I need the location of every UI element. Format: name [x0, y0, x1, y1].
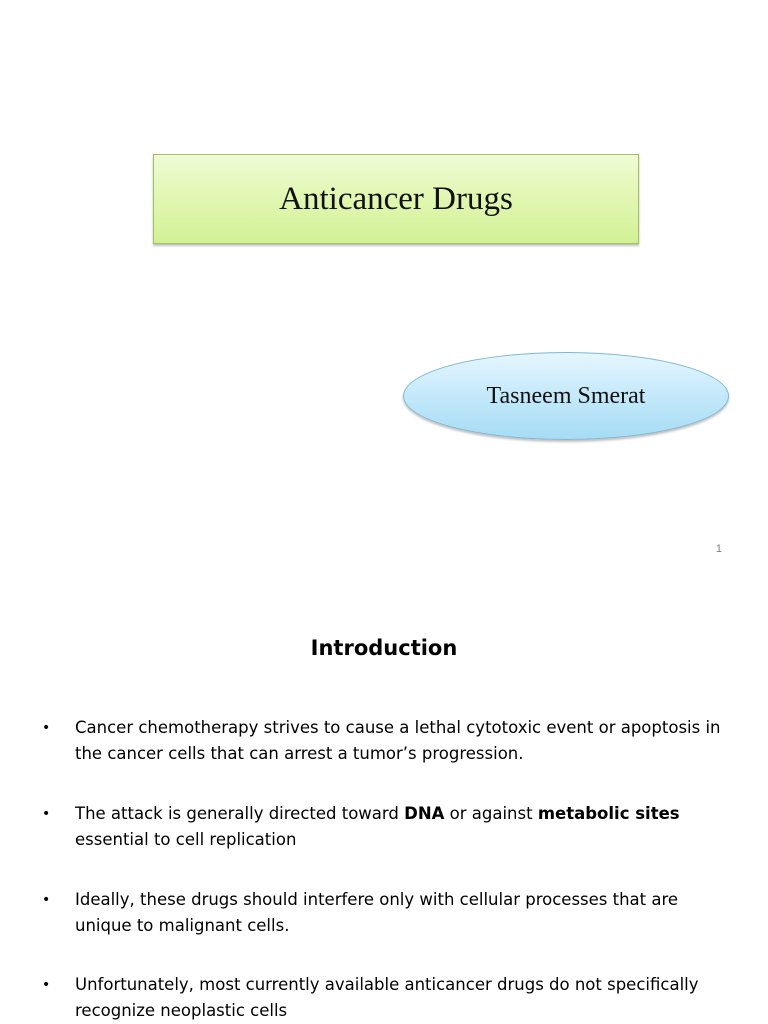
bullet-icon: • — [42, 977, 51, 993]
bullet-icon: • — [42, 892, 51, 908]
author-name: Tasneem Smerat — [486, 382, 646, 409]
bullet-item — [42, 887, 732, 939]
bullet-item — [42, 715, 732, 767]
author-oval — [403, 352, 729, 440]
bullet-text: Cancer chemotherapy strives to cause a lethal cytotoxic event or apoptosis in the cancer cells that can arrest a tumor’s progression. — [75, 718, 721, 763]
slide-number: 1 — [715, 543, 722, 555]
bullet-bold-metabolic-sites: metabolic sites — [537, 804, 680, 823]
bullet-text-part: essential to cell replication — [75, 830, 297, 849]
introduction-slide — [0, 576, 768, 1024]
bullet-icon: • — [42, 720, 51, 736]
intro-heading: Introduction — [310, 636, 458, 660]
bullet-text: Ideally, these drugs should interfere only with cellular processes that are unique to malignant cells. — [75, 890, 679, 935]
slide-title: Anticancer Drugs — [279, 180, 513, 217]
bullet-icon: • — [42, 806, 51, 822]
bullet-text-part: The attack is generally directed toward — [75, 804, 405, 823]
bullet-item — [42, 972, 732, 1024]
title-box — [153, 154, 639, 244]
bullet-text: Unfortunately, most currently available anticancer drugs do not specifically recognize neoplastic cells — [75, 975, 699, 1020]
bullet-text — [75, 801, 732, 853]
bullet-text-part: or against — [444, 804, 538, 823]
bullet-item — [42, 801, 732, 853]
bullet-bold-dna: DNA — [404, 804, 445, 823]
